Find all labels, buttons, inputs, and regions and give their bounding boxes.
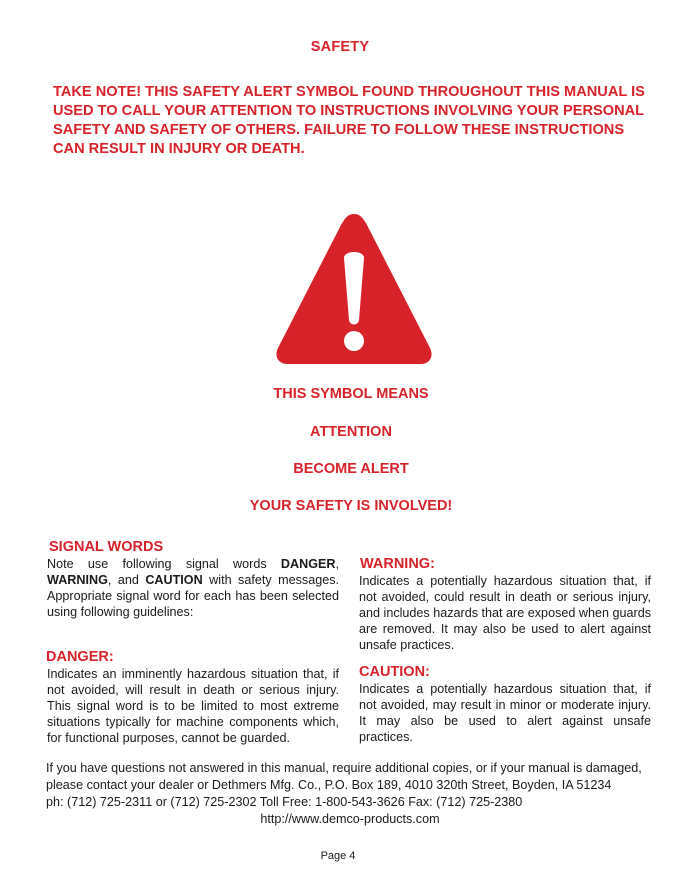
become-alert-line: BECOME ALERT	[293, 461, 409, 477]
danger-paragraph: Indicates an imminently hazardous situation that, if not avoided, will result in death or serious injury. This signal word is to be limited to most extreme situations typically for machine components which, for functional purposes, cannot be guarded.	[47, 667, 339, 745]
caution-heading: CAUTION:	[359, 664, 430, 680]
page-title: SAFETY	[310, 39, 370, 55]
danger-heading: DANGER:	[46, 649, 114, 665]
contact-address-line: please contact your dealer or Dethmers Mfg. Co., P.O. Box 189, 4010 320th Street, Boyden, IA 51234	[46, 778, 612, 792]
warning-word: WARNING	[47, 573, 108, 587]
symbol-means-line: THIS SYMBOL MEANS	[273, 386, 429, 402]
contact-line: If you have questions not answered in this manual, require additional copies, or if your manual is damaged,	[46, 761, 642, 775]
caution-word: CAUTION	[145, 573, 203, 587]
signal-words-heading: SIGNAL WORDS	[49, 539, 164, 555]
website-url: http://www.demco-products.com	[260, 812, 440, 826]
signal-words-text: ,	[335, 557, 339, 571]
signal-words-text: Note use following signal words	[47, 557, 281, 571]
danger-word: DANGER	[280, 557, 336, 571]
signal-words-text: , and	[107, 573, 146, 587]
signal-words-paragraph	[47, 556, 339, 620]
contact-info	[46, 760, 654, 828]
safety-involved-line: YOUR SAFETY IS INVOLVED!	[249, 498, 453, 514]
take-note-paragraph: TAKE NOTE! THIS SAFETY ALERT SYMBOL FOUND THROUGHOUT THIS MANUAL IS USED TO CALL YOUR ATTENTION TO INSTRUCTIONS INVOLVING YOUR PERSONAL SAFETY AND SAFETY OF OTHERS. FAILURE TO FOLLOW THESE INSTRUCTIONS CAN RESULT IN INJURY OR DEATH.	[53, 84, 645, 157]
page-number: Page 4	[320, 850, 356, 862]
warning-paragraph: Indicates a potentially hazardous situation that, if not avoided, could result in death or serious injury, and includes hazards that are exposed when guards are removed. It may also be used to alert against unsafe practices.	[359, 574, 651, 652]
contact-phone-line: ph: (712) 725-2311 or (712) 725-2302 Toll Free: 1-800-543-3626 Fax: (712) 725-2380	[46, 795, 523, 809]
safety-alert-triangle-icon	[273, 208, 435, 368]
caution-paragraph: Indicates a potentially hazardous situation that, if not avoided, may result in minor or moderate injury. It may also be used to alert against unsafe practices.	[359, 682, 651, 744]
signal-words-text: with safety messages. Appropriate signal word for each has been selected using following guidelines:	[47, 573, 339, 619]
attention-line: ATTENTION	[310, 424, 392, 440]
warning-heading: WARNING:	[360, 556, 435, 572]
